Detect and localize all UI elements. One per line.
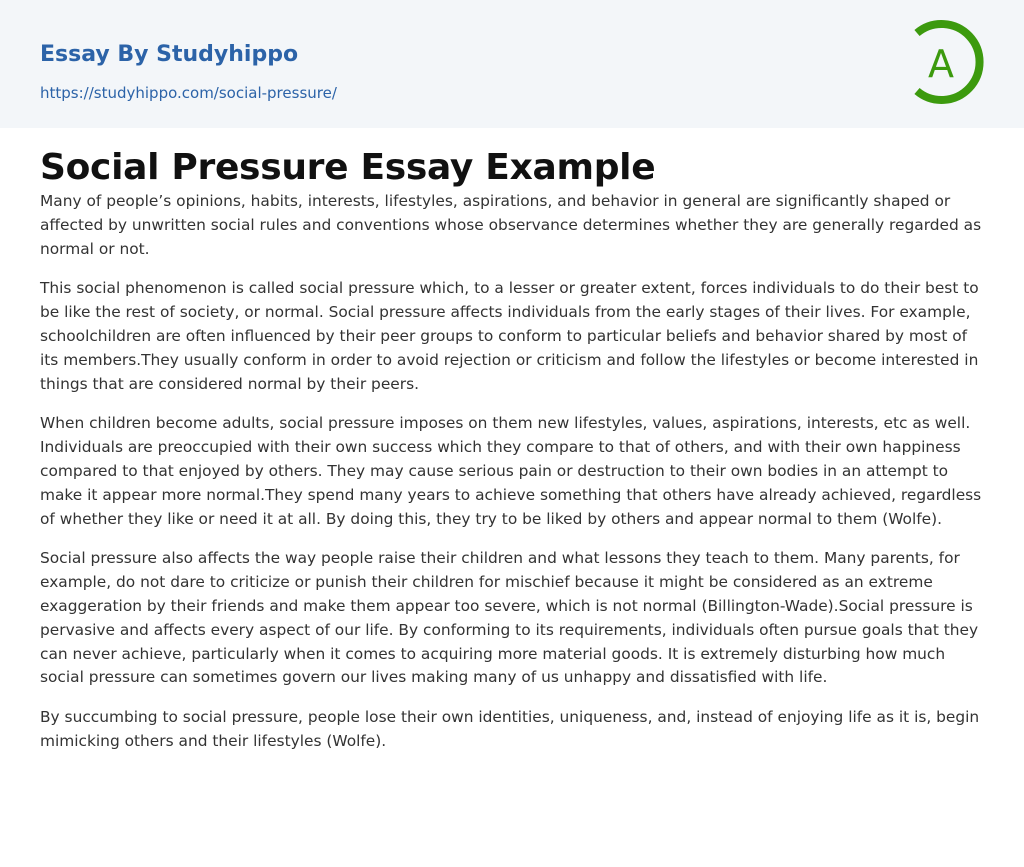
paragraph: This social phenomenon is called social pressure which, to a lesser or greater extent, forces individuals to do their best to be like the rest of society, or normal. Social pressure affects individuals from the early stages of their lives. For example, schoolchildren are often influenced by their peer groups to conform to particular beliefs and behavior shared by most of its members.They usually conform in order to avoid rejection or criticism and follow the lifestyles or become interested in things that are considered normal by their peers. <box>40 279 979 393</box>
site-title: Essay By Studyhippo <box>40 42 299 67</box>
paragraph: When children become adults, social pressure imposes on them new lifestyles, values, aspirations, interests, etc as well. Individuals are preoccupied with their own success which they compare to that of others, and with their own happiness compared to that enjoyed by others. They may cause serious pain or destruction to their own bodies in an attempt to make it appear more normal.They spend many years to achieve something that others have already achieved, regardless of whether they like or need it at all. By doing this, they try to be liked by others and appear normal to them (Wolfe). <box>40 414 982 528</box>
paragraph: Social pressure also affects the way people raise their children and what lessons they teach to them. Many parents, for example, do not dare to criticize or punish their children for mischief because it might be considered as an extreme exaggeration by their friends and make them appear too severe, which is not normal (Billington-Wade).Social pressure is pervasive and affects every aspect of our life. By conforming to its requirements, individuals often pursue goals that they can never achieve, particularly when it comes to acquiring more material goods. It is extremely disturbing how much social pressure can sometimes govern our lives making many of us unhappy and dissatisfied with life. <box>40 549 979 687</box>
page-title: Social Pressure Essay Example <box>40 147 656 188</box>
logo-letter: A <box>928 42 954 86</box>
site-header <box>0 0 1024 128</box>
article <box>0 128 1024 754</box>
studyhippo-logo-icon <box>903 19 987 105</box>
paragraph: Many of people’s opinions, habits, interests, lifestyles, aspirations, and behavior in general are significantly shaped or affected by unwritten social rules and conventions whose observance determines whether they are generally regarded as normal or not. <box>40 192 982 258</box>
source-url-link[interactable]: https://studyhippo.com/social-pressure/ <box>40 84 337 102</box>
paragraph: By succumbing to social pressure, people lose their own identities, uniqueness, and, instead of enjoying life as it is, begin mimicking others and their lifestyles (Wolfe). <box>40 708 980 750</box>
